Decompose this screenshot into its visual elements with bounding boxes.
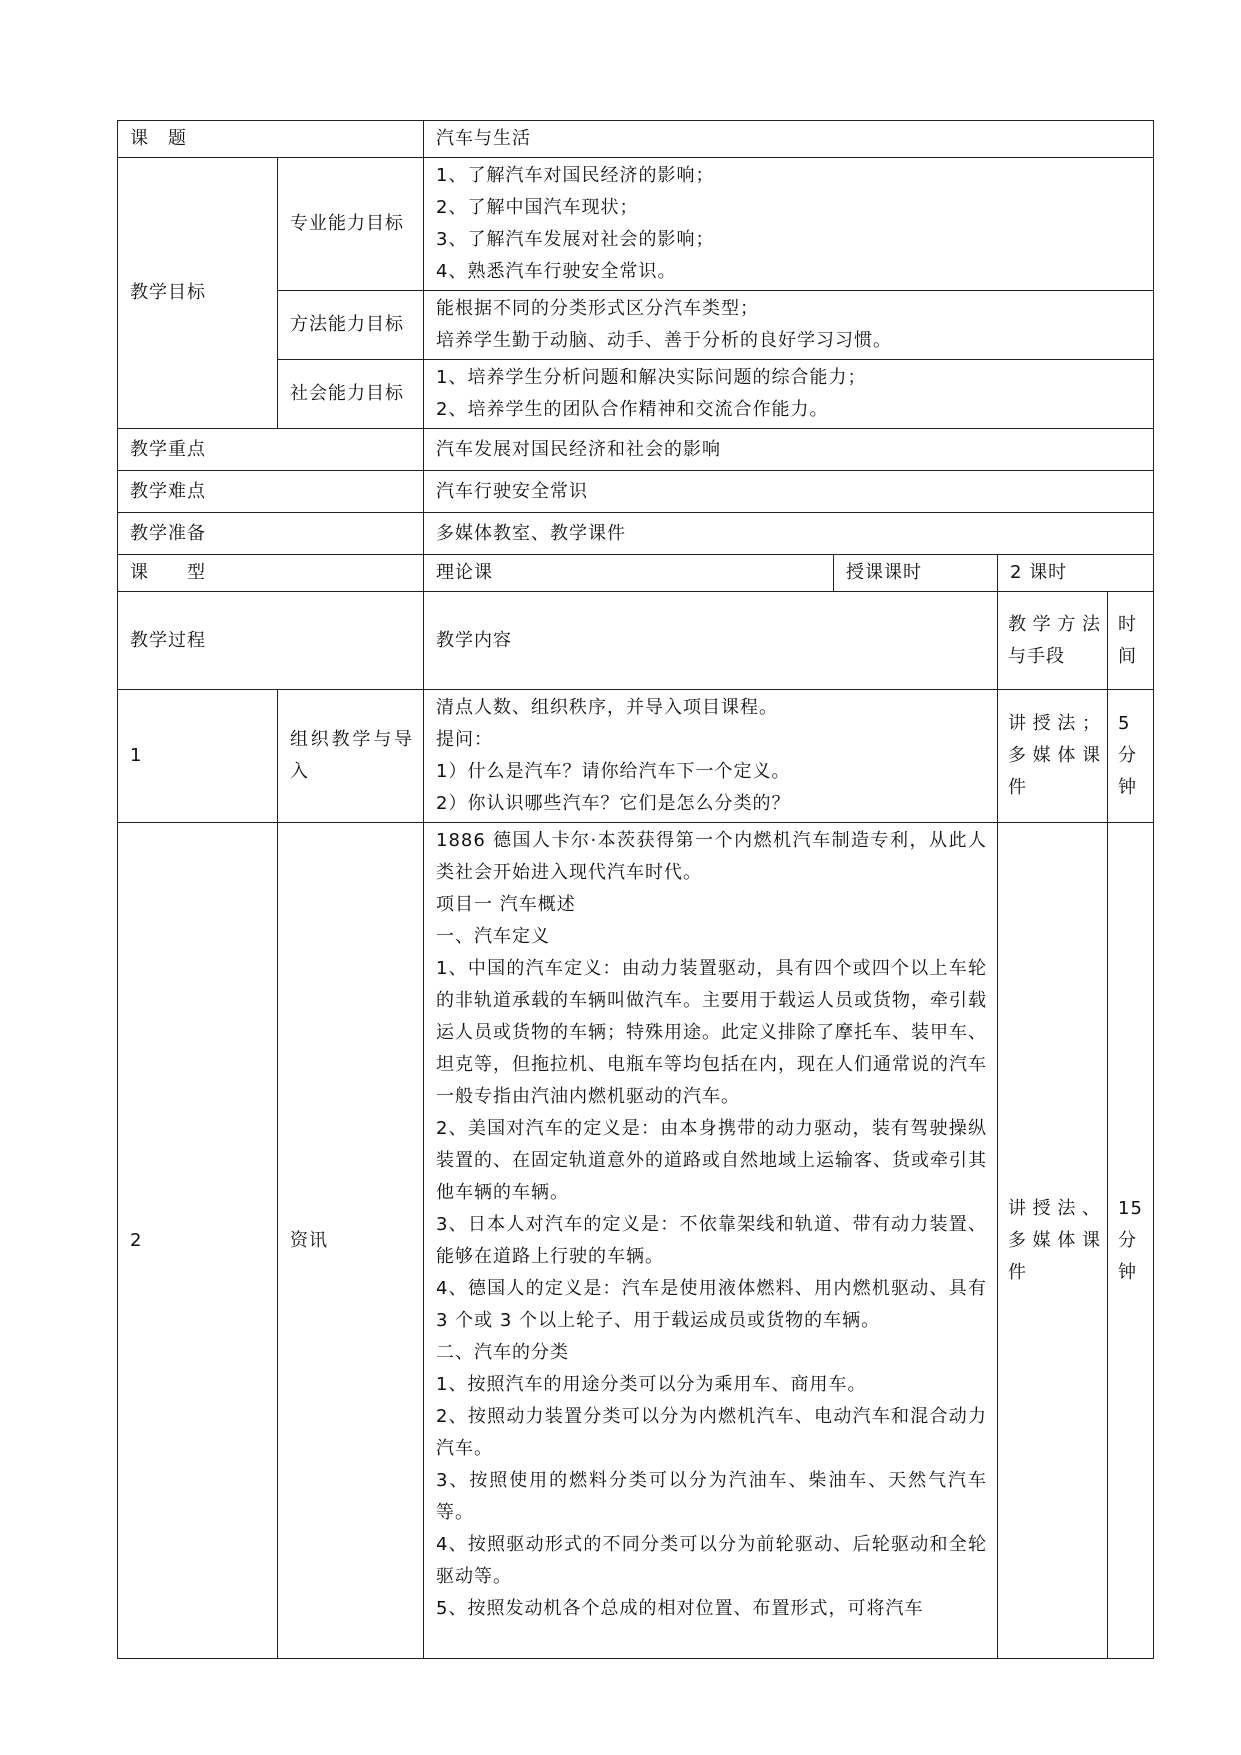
content-header: 教学内容	[424, 592, 998, 690]
process-label: 教学过程	[118, 592, 424, 690]
step-number: 1	[118, 690, 278, 823]
objectives-label: 教学目标	[118, 158, 278, 429]
lesson-hours-value: 2 课时	[998, 555, 1154, 592]
lesson-plan-table	[117, 120, 1154, 1659]
step-content-line: 4、按照驱动形式的不同分类可以分为前轮驱动、后轮驱动和全轮驱动等。	[436, 1534, 987, 1587]
difficulty-label: 教学难点	[118, 471, 424, 513]
step-time: 15分钟	[1108, 823, 1154, 1659]
objective-group-label: 专业能力目标	[278, 158, 424, 291]
step-method: 讲授法；多媒体课件	[998, 690, 1108, 823]
key-point-row	[118, 429, 1154, 471]
objective-row-professional	[118, 158, 1154, 291]
subject-value: 汽车与生活	[424, 121, 1154, 158]
step-content-line: 1886 德国人卡尔·本茨获得第一个内燃机汽车制造专利，从此人类社会开始进入现代汽车时代。	[436, 830, 987, 883]
step-number: 2	[118, 823, 278, 1659]
step-time: 5分钟	[1108, 690, 1154, 823]
step-content-line: 1）什么是汽车？请你给汽车下一个定义。	[436, 761, 791, 782]
step-row	[118, 690, 1154, 823]
process-header-row	[118, 592, 1154, 690]
step-content-line: 2）你认识哪些汽车？它们是怎么分类的？	[436, 793, 791, 814]
preparation-row	[118, 513, 1154, 555]
method-header: 教学方法与手段	[998, 592, 1108, 690]
step-name: 组织教学与导入	[278, 690, 424, 823]
key-point-value: 汽车发展对国民经济和社会的影响	[424, 429, 1154, 471]
objective-line: 能根据不同的分类形式区分汽车类型；	[436, 298, 759, 319]
preparation-value: 多媒体教室、教学课件	[424, 513, 1154, 555]
objective-line: 2、了解中国汽车现状；	[436, 197, 639, 218]
step-name: 资讯	[278, 823, 424, 1659]
preparation-label: 教学准备	[118, 513, 424, 555]
difficulty-value: 汽车行驶安全常识	[424, 471, 1154, 513]
objective-group-content	[424, 291, 1154, 360]
step-content	[424, 690, 998, 823]
objective-group-label: 社会能力目标	[278, 360, 424, 429]
step-content-line: 项目一 汽车概述	[436, 894, 576, 915]
step-content-line: 二、汽车的分类	[436, 1342, 569, 1363]
step-content-line: 3、按照使用的燃料分类可以分为汽油车、柴油车、天然气汽车等。	[436, 1470, 987, 1523]
step-content-line: 1、中国的汽车定义：由动力装置驱动，具有四个或四个以上车轮的非轨道承载的车辆叫做汽车。主要用于载运人员或货物，牵引载运人员或货物的车辆；特殊用途。此定义排除了摩托车、装甲车、坦克等，但拖拉机、电瓶车等均包括在内，现在人们通常说的汽车一般专指由汽油内燃机驱动的汽车。	[436, 958, 987, 1107]
objective-group-label: 方法能力目标	[278, 291, 424, 360]
step-content-line: 一、汽车定义	[436, 926, 550, 947]
objective-line: 培养学生勤于动脑、动手、善于分析的良好学习习惯。	[436, 330, 892, 351]
step-content-line: 5、按照发动机各个总成的相对位置、布置形式，可将汽车	[436, 1598, 924, 1619]
objective-line: 4、熟悉汽车行驶安全常识。	[436, 261, 677, 282]
objective-group-content	[424, 360, 1154, 429]
step-method: 讲授法、多媒体课件	[998, 823, 1108, 1659]
lesson-type-row	[118, 555, 1154, 592]
step-content-line: 1、按照汽车的用途分类可以分为乘用车、商用车。	[436, 1374, 867, 1395]
key-point-label: 教学重点	[118, 429, 424, 471]
objective-line: 1、了解汽车对国民经济的影响；	[436, 165, 715, 186]
objective-line: 3、了解汽车发展对社会的影响；	[436, 229, 715, 250]
time-header: 时间	[1108, 592, 1154, 690]
step-content-line: 清点人数、组织秩序，并导入项目课程。	[436, 697, 778, 718]
difficulty-row	[118, 471, 1154, 513]
objective-group-content	[424, 158, 1154, 291]
objective-line: 1、培养学生分析问题和解决实际问题的综合能力；	[436, 367, 867, 388]
step-content-line: 提问：	[436, 729, 493, 750]
subject-label: 课 题	[118, 121, 424, 158]
step-content-line: 3、日本人对汽车的定义是：不依靠架线和轨道、带有动力装置、能够在道路上行驶的车辆。	[436, 1214, 987, 1267]
lesson-type-label: 课 型	[118, 555, 424, 592]
step-content-line: 4、德国人的定义是：汽车是使用液体燃料、用内燃机驱动、具有 3 个或 3 个以上轮子、用于载运成员或货物的车辆。	[436, 1278, 987, 1331]
lesson-type-value: 理论课	[424, 555, 834, 592]
step-row	[118, 823, 1154, 1659]
step-content-line: 2、按照动力装置分类可以分为内燃机汽车、电动汽车和混合动力汽车。	[436, 1406, 987, 1459]
step-content	[424, 823, 998, 1659]
objective-line: 2、培养学生的团队合作精神和交流合作能力。	[436, 399, 829, 420]
subject-row	[118, 121, 1154, 158]
step-content-line: 2、美国对汽车的定义是：由本身携带的动力驱动，装有驾驶操纵装置的、在固定轨道意外的道路或自然地域上运输客、货或牵引其他车辆的车辆。	[436, 1118, 987, 1203]
lesson-hours-label: 授课课时	[834, 555, 998, 592]
